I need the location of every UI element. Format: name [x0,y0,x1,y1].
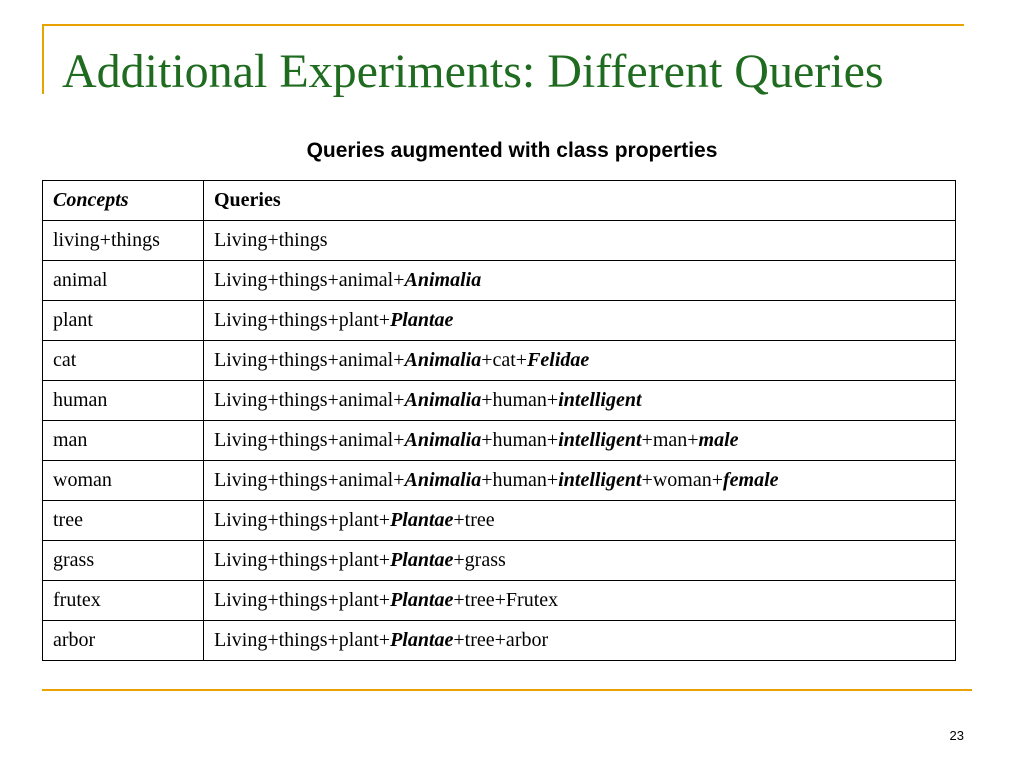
left-accent-rule [42,24,44,94]
queries-table [42,180,956,661]
concept-cell: human [43,381,204,421]
query-term: Living+things+plant+ [214,309,391,331]
table-row [43,501,956,541]
table-row [43,461,956,501]
table-row [43,541,956,581]
query-term: +cat+ [481,349,528,371]
concept-cell: woman [43,461,204,501]
table-row [43,381,956,421]
query-term: Living+things+plant+ [214,549,391,571]
query-cell [204,501,956,541]
query-term-class-property: intelligent [558,429,642,451]
query-term: +human+ [481,389,559,411]
concept-cell: arbor [43,621,204,661]
header-queries: Queries [204,181,956,221]
query-term: Living+things+animal+ [214,389,405,411]
query-term-class-property: female [722,469,779,491]
query-cell [204,301,956,341]
query-term: Living+things [214,229,328,251]
table-header-row [43,181,956,221]
query-term-class-property: Animalia [404,469,482,491]
query-term: +man+ [641,429,699,451]
query-term-class-property: Animalia [404,269,482,291]
table-row [43,341,956,381]
concept-cell: plant [43,301,204,341]
query-cell [204,341,956,381]
query-term: +tree [453,509,495,531]
query-term: Living+things+plant+ [214,629,391,651]
query-cell [204,621,956,661]
table-row [43,221,956,261]
page-number: 23 [949,728,964,743]
query-cell [204,421,956,461]
query-term: +tree+arbor [453,629,549,651]
query-term: +human+ [481,469,559,491]
concept-cell: man [43,421,204,461]
query-term-class-property: Plantae [390,589,454,611]
slide-title: Additional Experiments: Different Queries [62,45,884,98]
query-term-class-property: Animalia [404,429,482,451]
concept-cell: grass [43,541,204,581]
query-term-class-property: Plantae [390,509,454,531]
query-term: +human+ [481,429,559,451]
table-row [43,421,956,461]
query-term: Living+things+animal+ [214,269,405,291]
table-row [43,261,956,301]
table-row [43,301,956,341]
concept-cell: tree [43,501,204,541]
query-term-class-property: Plantae [390,629,454,651]
concept-cell: frutex [43,581,204,621]
query-term-class-property: Animalia [404,349,482,371]
query-term-class-property: Animalia [404,389,482,411]
query-cell [204,261,956,301]
header-concepts: Concepts [43,181,204,221]
query-term-class-property: intelligent [558,389,642,411]
table-row [43,621,956,661]
query-term: Living+things+animal+ [214,429,405,451]
query-term-class-property: Plantae [390,309,454,331]
concept-cell: living+things [43,221,204,261]
query-term: Living+things+animal+ [214,469,405,491]
query-term: +grass [453,549,506,571]
query-term-class-property: Plantae [390,549,454,571]
query-term: Living+things+plant+ [214,509,391,531]
concept-cell: cat [43,341,204,381]
table-caption: Queries augmented with class properties [306,139,718,162]
query-term: +woman+ [641,469,723,491]
query-cell [204,541,956,581]
query-term-class-property: male [698,429,739,451]
query-cell [204,581,956,621]
query-cell [204,461,956,501]
query-term-class-property: intelligent [558,469,642,491]
table-body [43,221,956,661]
top-accent-rule [42,24,964,26]
query-term: Living+things+plant+ [214,589,391,611]
table-row [43,581,956,621]
query-cell [204,221,956,261]
query-cell [204,381,956,421]
query-term-class-property: Felidae [527,349,590,371]
query-term: Living+things+animal+ [214,349,405,371]
query-term: +tree+Frutex [453,589,559,611]
concept-cell: animal [43,261,204,301]
bottom-accent-rule [42,689,972,691]
